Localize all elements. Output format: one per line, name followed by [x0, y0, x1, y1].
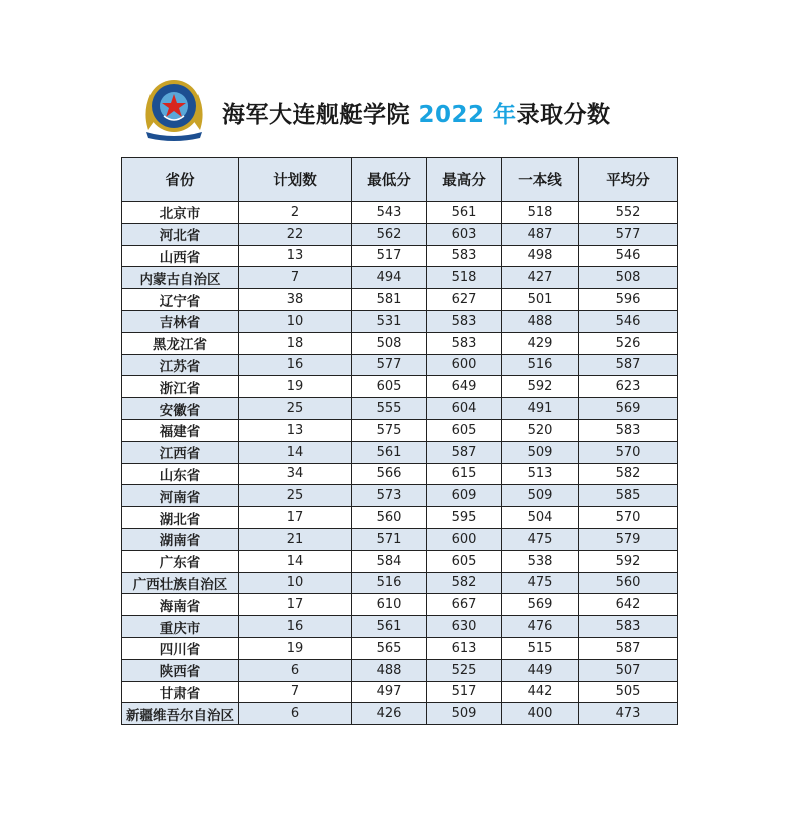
- cell-tier1-line: 516: [502, 354, 579, 376]
- cell-avg-score: 552: [579, 202, 678, 224]
- table-row: [122, 550, 678, 572]
- cell-max-score: 583: [427, 310, 502, 332]
- cell-plan-count: 16: [239, 354, 352, 376]
- table-row: [122, 354, 678, 376]
- cell-avg-score: 596: [579, 289, 678, 311]
- cell-province: 吉林省: [122, 310, 239, 332]
- cell-min-score: 516: [352, 572, 427, 594]
- cell-tier1-line: 592: [502, 376, 579, 398]
- cell-tier1-line: 487: [502, 223, 579, 245]
- academy-emblem-icon: [140, 72, 208, 144]
- cell-max-score: 561: [427, 202, 502, 224]
- column-header-min-score: 最低分: [352, 158, 427, 202]
- cell-min-score: 508: [352, 332, 427, 354]
- title-suffix: 录取分数: [516, 102, 611, 128]
- cell-avg-score: 587: [579, 637, 678, 659]
- cell-min-score: 562: [352, 223, 427, 245]
- column-header-plan-count: 计划数: [239, 158, 352, 202]
- cell-plan-count: 25: [239, 485, 352, 507]
- cell-avg-score: 473: [579, 703, 678, 725]
- cell-plan-count: 19: [239, 637, 352, 659]
- cell-min-score: 561: [352, 441, 427, 463]
- cell-max-score: 630: [427, 616, 502, 638]
- table-row: [122, 485, 678, 507]
- cell-province: 陕西省: [122, 659, 239, 681]
- cell-min-score: 571: [352, 528, 427, 550]
- table-row: [122, 594, 678, 616]
- column-header-avg-score: 平均分: [579, 158, 678, 202]
- cell-max-score: 583: [427, 332, 502, 354]
- cell-tier1-line: 515: [502, 637, 579, 659]
- cell-tier1-line: 504: [502, 507, 579, 529]
- cell-max-score: 582: [427, 572, 502, 594]
- table-row: [122, 572, 678, 594]
- cell-province: 甘肃省: [122, 681, 239, 703]
- title-school: 海军大连舰艇学院: [222, 102, 419, 128]
- cell-plan-count: 38: [239, 289, 352, 311]
- cell-plan-count: 14: [239, 441, 352, 463]
- table-row: [122, 398, 678, 420]
- cell-tier1-line: 518: [502, 202, 579, 224]
- cell-tier1-line: 475: [502, 528, 579, 550]
- cell-plan-count: 21: [239, 528, 352, 550]
- cell-min-score: 610: [352, 594, 427, 616]
- table-row: [122, 637, 678, 659]
- cell-avg-score: 642: [579, 594, 678, 616]
- cell-tier1-line: 509: [502, 441, 579, 463]
- cell-plan-count: 17: [239, 594, 352, 616]
- table-row: [122, 703, 678, 725]
- cell-max-score: 649: [427, 376, 502, 398]
- cell-avg-score: 592: [579, 550, 678, 572]
- cell-tier1-line: 476: [502, 616, 579, 638]
- cell-plan-count: 10: [239, 572, 352, 594]
- cell-max-score: 525: [427, 659, 502, 681]
- cell-province: 山东省: [122, 463, 239, 485]
- cell-plan-count: 34: [239, 463, 352, 485]
- cell-avg-score: 546: [579, 245, 678, 267]
- cell-max-score: 595: [427, 507, 502, 529]
- cell-max-score: 667: [427, 594, 502, 616]
- table-row: [122, 441, 678, 463]
- cell-province: 重庆市: [122, 616, 239, 638]
- table-row: [122, 202, 678, 224]
- cell-plan-count: 18: [239, 332, 352, 354]
- cell-plan-count: 16: [239, 616, 352, 638]
- cell-avg-score: 579: [579, 528, 678, 550]
- cell-plan-count: 14: [239, 550, 352, 572]
- cell-max-score: 627: [427, 289, 502, 311]
- cell-plan-count: 13: [239, 245, 352, 267]
- cell-max-score: 605: [427, 550, 502, 572]
- cell-tier1-line: 488: [502, 310, 579, 332]
- cell-tier1-line: 501: [502, 289, 579, 311]
- table-row: [122, 289, 678, 311]
- table-row: [122, 376, 678, 398]
- cell-province: 海南省: [122, 594, 239, 616]
- cell-avg-score: 577: [579, 223, 678, 245]
- cell-province: 北京市: [122, 202, 239, 224]
- table-row: [122, 267, 678, 289]
- cell-tier1-line: 442: [502, 681, 579, 703]
- cell-avg-score: 526: [579, 332, 678, 354]
- cell-min-score: 488: [352, 659, 427, 681]
- cell-avg-score: 583: [579, 616, 678, 638]
- cell-province: 江苏省: [122, 354, 239, 376]
- cell-min-score: 517: [352, 245, 427, 267]
- cell-min-score: 565: [352, 637, 427, 659]
- cell-min-score: 573: [352, 485, 427, 507]
- cell-tier1-line: 427: [502, 267, 579, 289]
- cell-min-score: 560: [352, 507, 427, 529]
- cell-avg-score: 583: [579, 419, 678, 441]
- cell-avg-score: 585: [579, 485, 678, 507]
- page-header: [140, 72, 700, 156]
- table-row: [122, 223, 678, 245]
- column-header-tier1-line: 一本线: [502, 158, 579, 202]
- cell-tier1-line: 520: [502, 419, 579, 441]
- cell-avg-score: 623: [579, 376, 678, 398]
- cell-max-score: 609: [427, 485, 502, 507]
- cell-max-score: 600: [427, 354, 502, 376]
- cell-tier1-line: 513: [502, 463, 579, 485]
- table-row: [122, 332, 678, 354]
- cell-avg-score: 560: [579, 572, 678, 594]
- cell-tier1-line: 569: [502, 594, 579, 616]
- cell-max-score: 603: [427, 223, 502, 245]
- cell-avg-score: 570: [579, 507, 678, 529]
- table-row: [122, 245, 678, 267]
- cell-min-score: 581: [352, 289, 427, 311]
- cell-tier1-line: 491: [502, 398, 579, 420]
- cell-min-score: 566: [352, 463, 427, 485]
- cell-province: 黑龙江省: [122, 332, 239, 354]
- cell-avg-score: 570: [579, 441, 678, 463]
- cell-plan-count: 13: [239, 419, 352, 441]
- cell-plan-count: 22: [239, 223, 352, 245]
- cell-avg-score: 569: [579, 398, 678, 420]
- cell-plan-count: 7: [239, 681, 352, 703]
- cell-tier1-line: 449: [502, 659, 579, 681]
- cell-min-score: 577: [352, 354, 427, 376]
- cell-plan-count: 6: [239, 659, 352, 681]
- cell-province: 内蒙古自治区: [122, 267, 239, 289]
- table-header-row: [122, 158, 678, 202]
- cell-min-score: 494: [352, 267, 427, 289]
- cell-min-score: 605: [352, 376, 427, 398]
- table-row: [122, 681, 678, 703]
- table-row: [122, 507, 678, 529]
- table-row: [122, 659, 678, 681]
- cell-max-score: 587: [427, 441, 502, 463]
- column-header-province: 省份: [122, 158, 239, 202]
- cell-plan-count: 19: [239, 376, 352, 398]
- cell-avg-score: 505: [579, 681, 678, 703]
- admission-score-table: [121, 157, 678, 725]
- cell-province: 广西壮族自治区: [122, 572, 239, 594]
- cell-max-score: 517: [427, 681, 502, 703]
- cell-province: 湖南省: [122, 528, 239, 550]
- cell-tier1-line: 429: [502, 332, 579, 354]
- cell-province: 浙江省: [122, 376, 239, 398]
- cell-plan-count: 2: [239, 202, 352, 224]
- cell-province: 湖北省: [122, 507, 239, 529]
- cell-max-score: 613: [427, 637, 502, 659]
- cell-tier1-line: 475: [502, 572, 579, 594]
- cell-max-score: 604: [427, 398, 502, 420]
- table-row: [122, 528, 678, 550]
- cell-avg-score: 587: [579, 354, 678, 376]
- cell-province: 江西省: [122, 441, 239, 463]
- cell-province: 河南省: [122, 485, 239, 507]
- cell-min-score: 555: [352, 398, 427, 420]
- cell-max-score: 518: [427, 267, 502, 289]
- cell-avg-score: 507: [579, 659, 678, 681]
- cell-max-score: 605: [427, 419, 502, 441]
- cell-tier1-line: 509: [502, 485, 579, 507]
- cell-plan-count: 7: [239, 267, 352, 289]
- table-row: [122, 616, 678, 638]
- table-row: [122, 463, 678, 485]
- cell-plan-count: 6: [239, 703, 352, 725]
- cell-province: 河北省: [122, 223, 239, 245]
- cell-province: 山西省: [122, 245, 239, 267]
- cell-max-score: 600: [427, 528, 502, 550]
- cell-province: 福建省: [122, 419, 239, 441]
- table-row: [122, 419, 678, 441]
- cell-max-score: 509: [427, 703, 502, 725]
- cell-province: 广东省: [122, 550, 239, 572]
- cell-tier1-line: 400: [502, 703, 579, 725]
- cell-province: 辽宁省: [122, 289, 239, 311]
- cell-avg-score: 508: [579, 267, 678, 289]
- cell-max-score: 583: [427, 245, 502, 267]
- cell-min-score: 575: [352, 419, 427, 441]
- cell-tier1-line: 498: [502, 245, 579, 267]
- cell-min-score: 561: [352, 616, 427, 638]
- cell-avg-score: 582: [579, 463, 678, 485]
- page-title: [222, 96, 611, 129]
- cell-tier1-line: 538: [502, 550, 579, 572]
- cell-min-score: 426: [352, 703, 427, 725]
- cell-plan-count: 10: [239, 310, 352, 332]
- cell-avg-score: 546: [579, 310, 678, 332]
- cell-min-score: 543: [352, 202, 427, 224]
- cell-min-score: 531: [352, 310, 427, 332]
- cell-min-score: 584: [352, 550, 427, 572]
- column-header-max-score: 最高分: [427, 158, 502, 202]
- title-year: 2022 年: [418, 102, 517, 128]
- table-row: [122, 310, 678, 332]
- cell-plan-count: 17: [239, 507, 352, 529]
- cell-max-score: 615: [427, 463, 502, 485]
- cell-province: 四川省: [122, 637, 239, 659]
- cell-province: 安徽省: [122, 398, 239, 420]
- table-body: [122, 202, 678, 725]
- cell-min-score: 497: [352, 681, 427, 703]
- cell-province: 新疆维吾尔自治区: [122, 703, 239, 725]
- cell-plan-count: 25: [239, 398, 352, 420]
